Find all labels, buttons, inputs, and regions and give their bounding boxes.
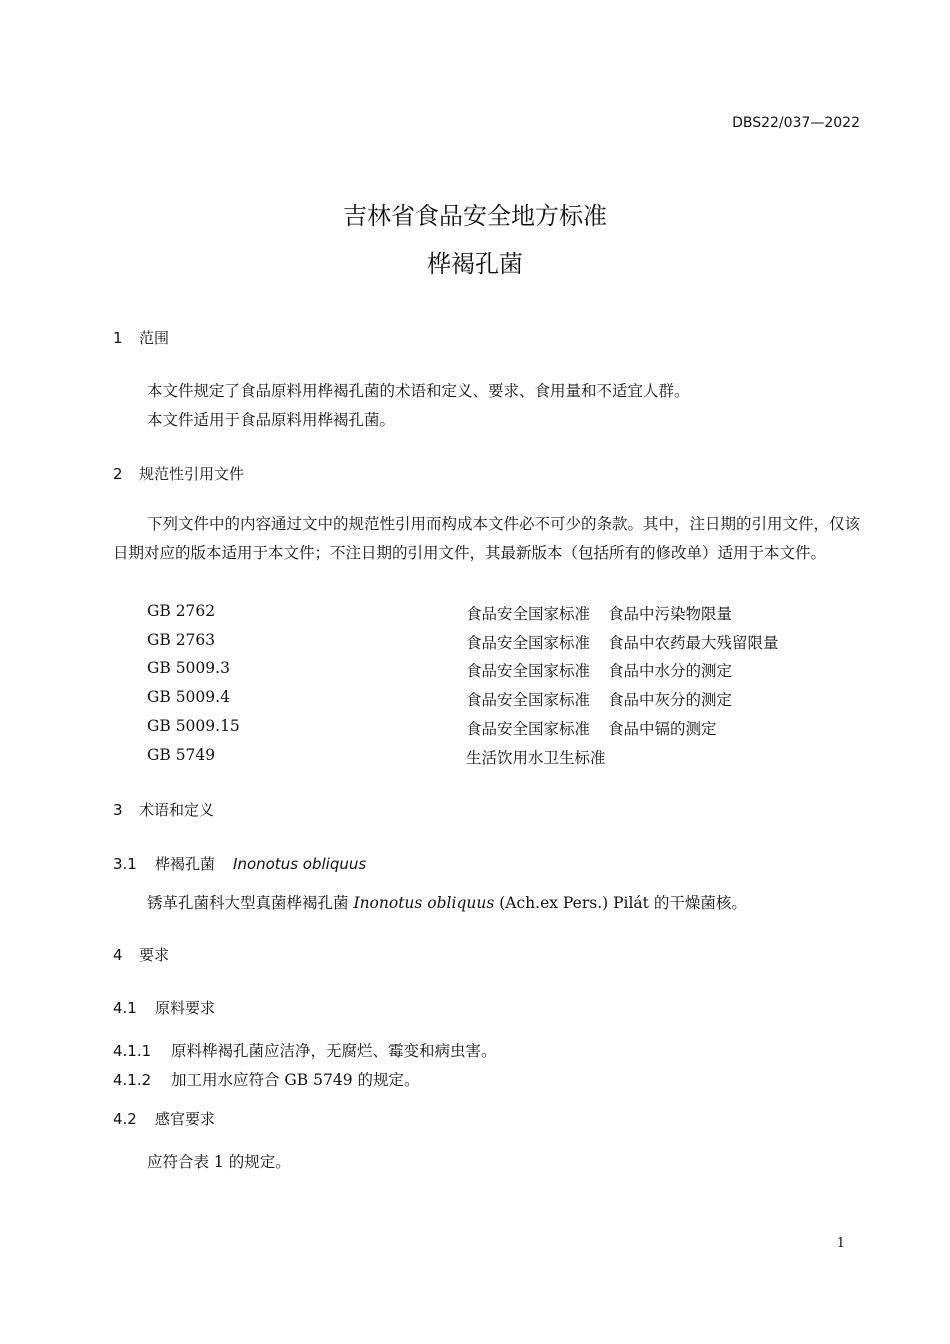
clause-number: 4.1.1	[113, 1042, 152, 1060]
paragraph: 下列文件中的内容通过文中的规范性引用而构成本文件必不可少的条款。其中，注日期的引用文件，仅该日期对应的版本适用于本文件；不注日期的引用文件，其最新版本（包括所有的修改单）适用于本文件。	[113, 515, 861, 562]
section-title: 术语和定义	[139, 801, 215, 819]
ref-title	[466, 659, 732, 681]
section-number: 1	[113, 329, 123, 347]
ref-main-title: 食品安全国家标准	[466, 634, 591, 652]
section-number: 4.1	[113, 999, 137, 1017]
section-title: 要求	[139, 946, 170, 964]
term-name: 桦褐孔菌	[155, 855, 216, 873]
section-title: 规范性引用文件	[139, 465, 245, 483]
paragraph: 应符合表 1 的规定。	[147, 1153, 291, 1171]
section-3-heading	[113, 799, 214, 820]
paragraph: 本文件适用于食品原料用桦褐孔菌。	[147, 411, 396, 429]
ref-code: GB 5749	[147, 746, 216, 764]
term-definition	[147, 891, 747, 913]
ref-sub-title: 食品中污染物限量	[608, 605, 733, 623]
ref-sub-title: 食品中镉的测定	[608, 720, 717, 738]
paragraph: 本文件规定了食品原料用桦褐孔菌的术语和定义、要求、食用量和不适宜人群。	[147, 382, 690, 400]
ref-code: GB 5009.3	[147, 659, 230, 677]
section-number: 3	[113, 801, 123, 819]
section-title: 感官要求	[155, 1110, 216, 1128]
ref-main-title: 食品安全国家标准	[466, 605, 591, 623]
clause-text: 加工用水应符合 GB 5749 的规定。	[171, 1071, 420, 1089]
clause-text: 原料桦褐孔菌应洁净，无腐烂、霉变和病虫害。	[171, 1042, 497, 1060]
ref-title	[466, 717, 717, 739]
section-4-heading	[113, 944, 169, 965]
ref-main-title: 生活饮用水卫生标准	[466, 749, 606, 767]
section-number: 3.1	[113, 855, 137, 873]
subsection-4-1-heading	[113, 997, 215, 1018]
definition-text: (Ach.ex Pers.) Pilát 的干燥菌核。	[499, 894, 747, 912]
definition-text: 锈革孔菌科大型真菌桦褐孔菌	[147, 894, 349, 912]
section-title: 原料要求	[155, 999, 216, 1017]
subsection-4-2-heading	[113, 1108, 215, 1129]
section-number: 4.2	[113, 1110, 137, 1128]
ref-code: GB 5009.4	[147, 688, 230, 706]
ref-title	[466, 688, 732, 710]
section-2-heading	[113, 463, 244, 484]
section-1-heading	[113, 327, 169, 348]
section-number: 2	[113, 465, 123, 483]
ref-code: GB 2762	[147, 602, 216, 620]
definition-latin-name: Inonotus obliquus	[353, 894, 495, 912]
ref-sub-title: 食品中灰分的测定	[608, 691, 733, 709]
ref-main-title: 食品安全国家标准	[466, 720, 591, 738]
subsection-3-1-heading	[113, 853, 366, 874]
ref-title	[466, 631, 779, 653]
ref-sub-title: 食品中水分的测定	[608, 662, 733, 680]
ref-code: GB 2763	[147, 631, 216, 649]
term-latin-name: Inonotus obliquus	[233, 855, 367, 873]
clause-4-1-2	[113, 1068, 420, 1090]
clause-number: 4.1.2	[113, 1071, 152, 1089]
ref-title	[466, 602, 732, 624]
section-title: 范围	[139, 329, 170, 347]
document-title: 吉林省食品安全地方标准	[343, 202, 607, 230]
page-number: 1	[836, 1236, 845, 1251]
ref-main-title: 食品安全国家标准	[466, 691, 591, 709]
document-code: DBS22/037—2022	[732, 115, 860, 131]
ref-main-title: 食品安全国家标准	[466, 662, 591, 680]
ref-code: GB 5009.15	[147, 717, 240, 735]
ref-title	[466, 746, 606, 768]
ref-sub-title: 食品中农药最大残留限量	[608, 634, 779, 652]
document-subtitle: 桦褐孔菌	[427, 250, 523, 278]
clause-4-1-1	[113, 1039, 497, 1061]
section-number: 4	[113, 946, 123, 964]
